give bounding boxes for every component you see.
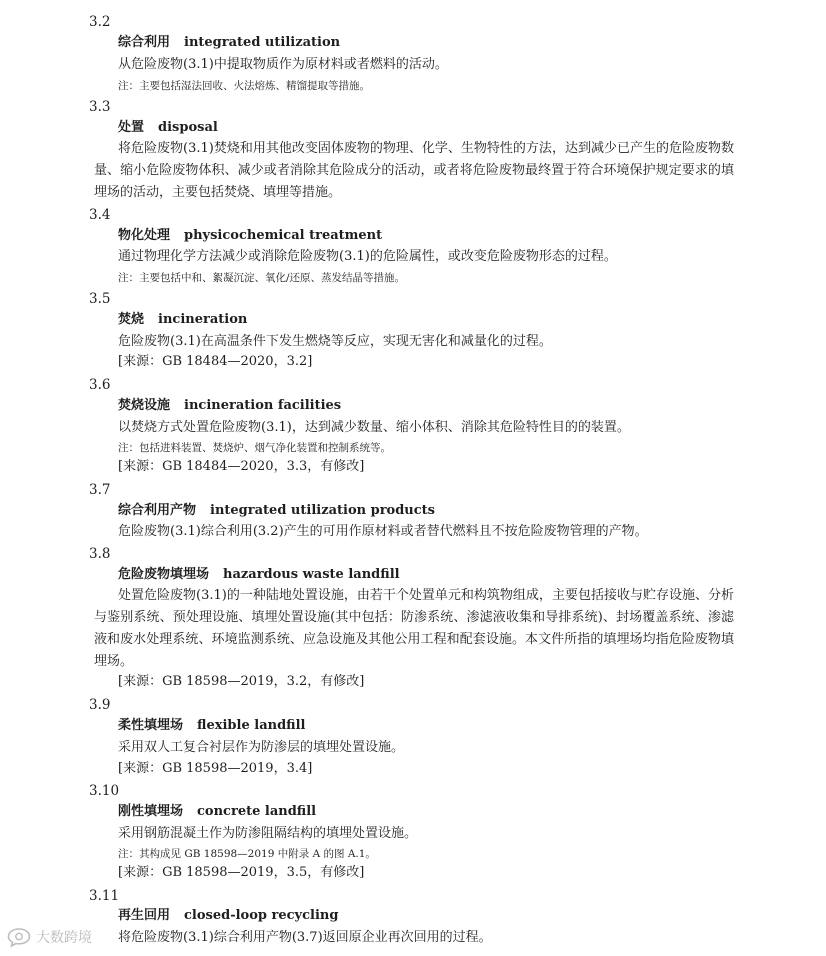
term-heading <box>118 502 435 520</box>
speech-bubble-logo-icon <box>6 926 32 948</box>
term-heading <box>118 397 341 415</box>
clause-number: 3.7 <box>89 482 111 498</box>
term-source: [来源：GB 18598—2019，3.2，有修改] <box>118 674 365 689</box>
clause-number: 3.5 <box>89 291 111 307</box>
term-en: flexible landfill <box>197 718 306 733</box>
term-definition: 采用钢筋混凝土作为防渗阻隔结构的填埋处置设施。 <box>118 826 418 841</box>
term-heading <box>118 717 305 735</box>
term-source: [来源：GB 18484—2020，3.2] <box>118 354 313 369</box>
term-zh: 刚性填埋场 <box>118 804 184 819</box>
term-note: 注：主要包括中和、絮凝沉淀、氧化/还原、蒸发结晶等措施。 <box>118 272 406 284</box>
term-en: incineration facilities <box>184 398 342 413</box>
term-heading <box>118 227 382 245</box>
term-definition: 处置危险废物(3.1)的一种陆地处置设施，由若干个处置单元和构筑物组成，主要包括接收与贮存设施、分析与鉴别系统、预处理设施、填埋处置设施(其中包括：防渗系统、渗滤液收集和导排系统)、封场覆盖系统、渗滤液和废水处理系统、环境监测系统、应急设施及其他公用工程和配套设施。本文件所指的填埋场均指危险废物填埋场。 <box>94 588 734 669</box>
term-zh: 危险废物填埋场 <box>118 567 210 582</box>
term-en: disposal <box>158 120 218 135</box>
term-definition: 将危险废物(3.1)综合利用产物(3.7)返回原企业再次回用的过程。 <box>118 930 492 945</box>
term-source: [来源：GB 18598—2019，3.5，有修改] <box>118 865 365 880</box>
term-en: concrete landfill <box>197 804 317 819</box>
term-heading <box>118 566 400 584</box>
term-definition: 危险废物(3.1)综合利用(3.2)产生的可用作原材料或者替代燃料且不按危险废物管理的产物。 <box>118 524 648 539</box>
term-note: 注：主要包括湿法回收、火法熔炼、精馏提取等措施。 <box>118 80 370 92</box>
term-zh: 再生回用 <box>118 908 171 923</box>
term-heading <box>118 119 218 137</box>
term-en: physicochemical treatment <box>184 228 383 243</box>
term-definition: 以焚烧方式处置危险废物(3.1)，达到减少数量、缩小体积、消除其危险特性目的的装置。 <box>118 420 630 435</box>
term-zh: 焚烧 <box>118 312 145 327</box>
term-zh: 焚烧设施 <box>118 398 171 413</box>
term-zh: 处置 <box>118 120 145 135</box>
term-definition: 通过物理化学方法减少或消除危险废物(3.1)的危险属性，或改变危险废物形态的过程。 <box>118 249 617 264</box>
term-en: integrated utilization products <box>210 503 435 518</box>
term-definition: 从危险废物(3.1)中提取物质作为原材料或者燃料的活动。 <box>118 57 448 72</box>
term-en: incineration <box>158 312 248 327</box>
clause-number: 3.3 <box>89 99 111 115</box>
term-heading <box>118 803 316 821</box>
term-zh: 柔性填埋场 <box>118 718 184 733</box>
term-en: integrated utilization <box>184 35 341 50</box>
term-en: hazardous waste landfill <box>223 567 400 582</box>
term-zh: 物化处理 <box>118 228 171 243</box>
term-definition: 采用双人工复合衬层作为防渗层的填埋处置设施。 <box>118 740 405 755</box>
term-note: 注：其构成见 GB 18598—2019 中附录 A 的图 A.1。 <box>118 848 376 860</box>
term-note: 注：包括进料装置、焚烧炉、烟气净化装置和控制系统等。 <box>118 442 391 454</box>
term-definition: 危险废物(3.1)在高温条件下发生燃烧等反应，实现无害化和减量化的过程。 <box>118 334 552 349</box>
term-definition: 将危险废物(3.1)焚烧和用其他改变固体废物的物理、化学、生物特性的方法，达到减少已产生的危险废物数量、缩小危险废物体积、减少或者消除其危险成分的活动，或者将危险废物最终置于符合环境保护规定要求的填埋场的活动，主要包括焚烧、填埋等措施。 <box>94 141 734 200</box>
clause-number: 3.6 <box>89 377 111 393</box>
term-source: [来源：GB 18484—2020，3.3，有修改] <box>118 459 365 474</box>
clause-number: 3.9 <box>89 697 111 713</box>
term-en: closed-loop recycling <box>184 908 339 923</box>
watermark-text: 大数跨境 <box>36 930 92 946</box>
term-source: [来源：GB 18598—2019，3.4] <box>118 761 313 776</box>
clause-number: 3.10 <box>89 783 120 799</box>
clause-number: 3.8 <box>89 546 111 562</box>
term-heading <box>118 311 247 329</box>
clause-number: 3.2 <box>89 14 111 30</box>
clause-number: 3.4 <box>89 207 111 223</box>
term-zh: 综合利用产物 <box>118 503 197 518</box>
term-heading <box>118 907 338 925</box>
term-heading <box>118 34 340 52</box>
term-zh: 综合利用 <box>118 35 171 50</box>
watermark <box>6 926 92 948</box>
clause-number: 3.11 <box>89 888 120 904</box>
